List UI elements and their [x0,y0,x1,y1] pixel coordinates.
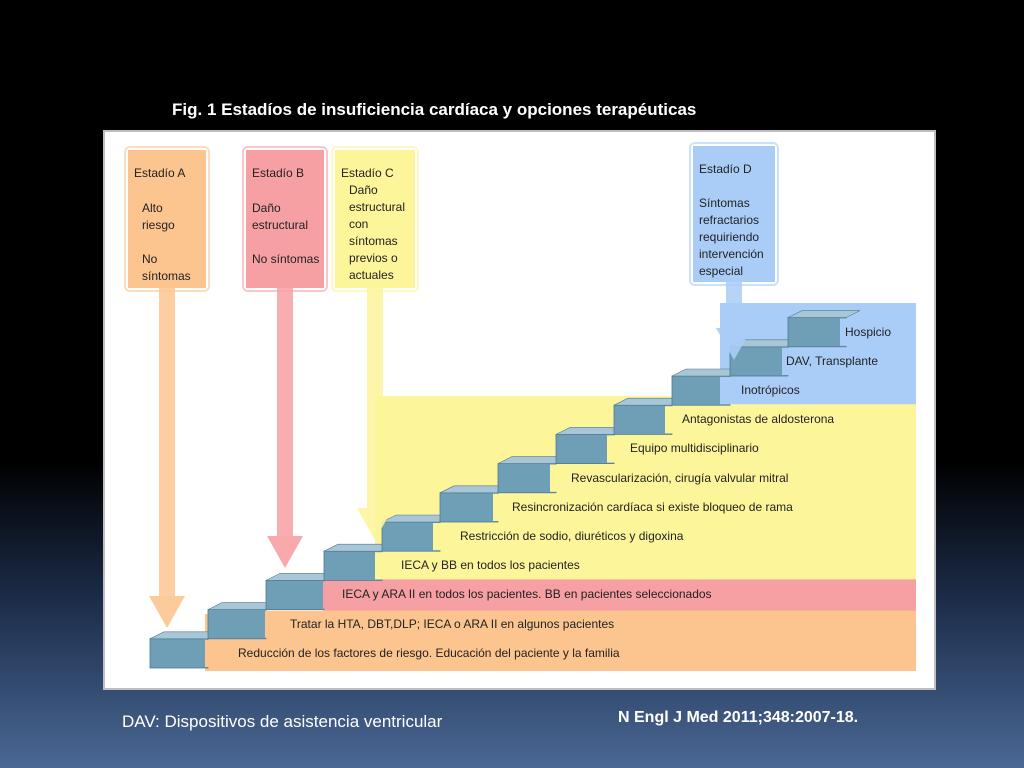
stage-a-arrow-head [149,596,185,628]
stage-a-arrow-shaft [159,288,175,596]
stage-d-desc-line: requiriendo [699,230,760,244]
stage-d-arrow-shaft [726,282,742,328]
staircase-diagram [105,132,934,688]
stage-a-desc-line: riesgo [142,218,175,232]
step-label: Reducción de los factores de riesgo. Educación del paciente y la familia [238,645,620,660]
diagram-panel [103,130,936,690]
stage-b-arrow-shaft [277,288,293,536]
stage-c-title: Estadío C [341,166,394,180]
stage-a-title: Estadío A [134,166,186,180]
stage-b-arrow-head [267,536,303,568]
stair-step [440,493,498,522]
stair-step [556,434,614,463]
stage-c-desc-line: previos o [349,251,398,265]
stage-d-desc-line: intervención [699,247,764,261]
figure-title: Fig. 1 Estadíos de insuficiencia cardíaca y opciones terapéuticas [172,100,697,119]
step-label: Antagonistas de aldosterona [682,412,835,427]
stage-c-desc-line: con [349,217,369,231]
step-label: IECA y ARA II en todos los pacientes. BB en pacientes seleccionados [342,587,712,602]
stage-d-desc-line: especial [699,264,744,278]
stage-d-title: Estadío D [699,162,752,176]
stage-a-desc-line: síntomas [142,269,191,283]
stage-b-desc-line: No síntomas [252,252,320,266]
stage-c-desc-line: Daño [349,183,378,197]
stair-step [150,639,208,668]
stage-c-desc-line: estructural [349,200,406,214]
stage-a-desc-line: No [142,252,158,266]
stage-a-desc-line: Alto [142,201,163,215]
step-label: Revascularización, cirugía valvular mitral [571,470,789,485]
footnote-abbreviation: DAV: Dispositivos de asistencia ventricular [122,712,443,731]
step-label: Hospicio [845,324,892,339]
step-label: Inotrópicos [741,383,800,397]
stair-step [324,551,382,580]
stair-step [498,464,556,493]
stage-b-title: Estadío B [252,166,305,180]
step-label: Restricción de sodio, diuréticos y digoxina [460,529,684,543]
stair-step [208,610,266,639]
step-label: Equipo multidisciplinario [630,441,759,456]
stage-b-desc-line: Daño [252,201,281,215]
stage-d-desc-line: refractarios [699,213,760,227]
stage-d-desc-line: Síntomas [699,196,750,210]
step-label: Tratar la HTA, DBT,DLP; IECA o ARA II en algunos pacientes [290,616,615,631]
stair-step [382,522,440,551]
citation: N Engl J Med 2011;348:2007-18. [618,709,859,726]
stage-c-desc-line: actuales [349,268,394,282]
stage-c-desc-line: síntomas [349,234,398,248]
step-label: IECA y BB en todos los pacientes [401,558,580,573]
stage-b-desc-line: estructural [252,218,309,232]
stair-step [266,580,324,609]
stair-step [614,405,672,434]
step-label: Resincronización cardíaca si existe bloqueo de rama [512,499,793,514]
stage-c-arrow-shaft [367,288,383,508]
stair-step [788,318,846,347]
step-label: DAV, Transplante [786,353,879,368]
